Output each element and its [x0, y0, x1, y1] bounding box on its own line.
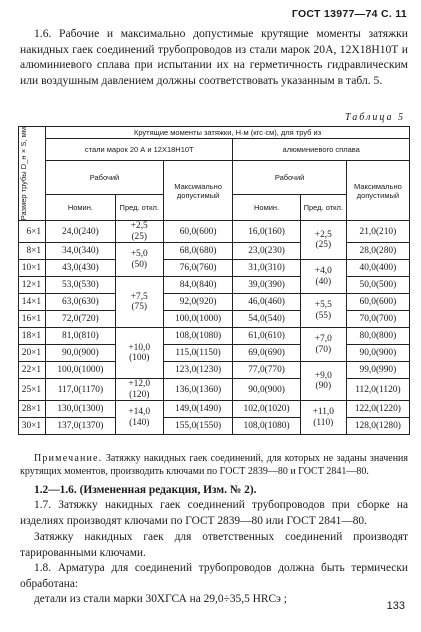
- cell-steel-tolerance: +14,0 (140): [115, 401, 163, 435]
- amendment-line: 1.2—1.6. (Измененная редакция, Изм. № 2).: [34, 484, 257, 496]
- cell-alu-max: 122,0(1220): [346, 401, 409, 418]
- cell-alu-max: 28,0(280): [346, 243, 409, 260]
- cell-alu-nominal: 54,0(540): [233, 311, 300, 328]
- cell-steel-max: 149,0(1490): [163, 401, 233, 418]
- cell-steel-nominal: 43,0(430): [46, 260, 116, 277]
- steel-header: стали марок 20 А и 12Х18Н10Т: [46, 139, 233, 161]
- cell-size: 14×1: [19, 294, 46, 311]
- paragraph-1-7b: Затяжку накидных гаек для ответственных соединений производят тарированными ключами.: [20, 531, 408, 559]
- cell-alu-nominal: 46,0(460): [233, 294, 300, 311]
- cell-steel-max: 136,0(1360): [163, 379, 233, 401]
- table-row: [19, 418, 410, 435]
- page-number: 133: [386, 600, 405, 612]
- page-header: ГОСТ 13977—74 С. 11: [291, 8, 407, 20]
- cell-steel-max: 108,0(1080): [163, 328, 233, 345]
- cell-steel-nominal: 117,0(1170): [46, 379, 116, 401]
- cell-size: 16×1: [19, 311, 46, 328]
- note-text: Затяжку накидных гаек соединений, для которых не заданы значения крутящих моментов, производить ключами по ГОСТ 2839—80 и ГОСТ 2841—80.: [20, 453, 409, 477]
- cell-size: 10×1: [19, 260, 46, 277]
- cell-steel-max: 84,0(840): [163, 277, 233, 294]
- cell-alu-tolerance: +11,0 (110): [300, 401, 346, 435]
- cell-steel-tolerance: +2,5 (25): [115, 221, 163, 243]
- table-row: [19, 328, 410, 345]
- cell-steel-nominal: 137,0(1370): [46, 418, 116, 435]
- cell-alu-max: 112,0(1120): [346, 379, 409, 401]
- paragraph-1-6: 1.6. Рабочие и максимально допустимые крутящие моменты затяжки накидных гаек соединений трубопроводов из стали марок 20А, 12Х18Н10Т и алюминиевого сплава при испытании их на герметичность гидравлическим или воздушным давлением должны соответствовать указанным в табл. 5.: [20, 27, 408, 87]
- note-label: Примечание.: [34, 453, 103, 464]
- cell-size: 20×1: [19, 345, 46, 362]
- cell-alu-max: 90,0(900): [346, 345, 409, 362]
- cell-steel-max: 60,0(600): [163, 221, 233, 243]
- cell-steel-nominal: 90,0(900): [46, 345, 116, 362]
- table-row: [19, 243, 410, 260]
- table-row: [19, 345, 410, 362]
- table-row: [19, 294, 410, 311]
- alu-tolerance-header: Пред. откл.: [300, 195, 346, 221]
- cell-alu-nominal: 16,0(160): [233, 221, 300, 243]
- cell-alu-tolerance: +7,0 (70): [300, 328, 346, 362]
- cell-steel-max: 92,0(920): [163, 294, 233, 311]
- table-row: [19, 221, 410, 243]
- alu-working-header: Рабочий: [233, 161, 346, 195]
- cell-steel-nominal: 24,0(240): [46, 221, 116, 243]
- cell-steel-max: 68,0(680): [163, 243, 233, 260]
- steel-max-header: Максимально допустимый: [163, 161, 233, 221]
- cell-alu-nominal: 61,0(610): [233, 328, 300, 345]
- size-header: Размер трубы D_н×S, мм: [19, 127, 46, 221]
- cell-steel-tolerance: +5,0 (50): [115, 243, 163, 277]
- cell-size: 25×1: [19, 379, 46, 401]
- cell-alu-nominal: 77,0(770): [233, 362, 300, 379]
- table-row: [19, 379, 410, 401]
- cell-size: 22×1: [19, 362, 46, 379]
- alu-nominal-header: Номин.: [233, 195, 300, 221]
- alu-max-header: Максимально допустимый: [346, 161, 409, 221]
- cell-alu-max: 128,0(1280): [346, 418, 409, 435]
- cell-alu-tolerance: +9,0 (90): [300, 362, 346, 401]
- cell-alu-nominal: 39,0(390): [233, 277, 300, 294]
- group-header: Крутящие моменты затяжки, Н·м (кгс·см), для труб из: [46, 127, 410, 139]
- cell-steel-nominal: 130,0(1300): [46, 401, 116, 418]
- cell-size: 30×1: [19, 418, 46, 435]
- cell-alu-nominal: 69,0(690): [233, 345, 300, 362]
- cell-size: 8×1: [19, 243, 46, 260]
- cell-alu-max: 60,0(600): [346, 294, 409, 311]
- cell-alu-max: 80,0(800): [346, 328, 409, 345]
- torque-table: [18, 126, 410, 435]
- steel-tolerance-header: Пред. откл.: [115, 195, 163, 221]
- table-note: [20, 452, 408, 478]
- cell-alu-nominal: 108,0(1080): [233, 418, 300, 435]
- cell-steel-nominal: 34,0(340): [46, 243, 116, 260]
- cell-alu-max: 40,0(400): [346, 260, 409, 277]
- cell-alu-max: 21,0(210): [346, 221, 409, 243]
- cell-size: 6×1: [19, 221, 46, 243]
- cell-steel-tolerance: +10,0 (100): [115, 328, 163, 379]
- cell-steel-nominal: 81,0(810): [46, 328, 116, 345]
- cell-steel-max: 155,0(1550): [163, 418, 233, 435]
- cell-steel-max: 76,0(760): [163, 260, 233, 277]
- cell-steel-nominal: 63,0(630): [46, 294, 116, 311]
- cell-size: 28×1: [19, 401, 46, 418]
- cell-alu-max: 99,0(990): [346, 362, 409, 379]
- cell-alu-nominal: 90,0(900): [233, 379, 300, 401]
- paragraph-1-8: 1.8. Арматура для соединений трубопроводов должна быть термически обработана:: [20, 562, 408, 590]
- cell-steel-max: 115,0(1150): [163, 345, 233, 362]
- cell-alu-max: 70,0(700): [346, 311, 409, 328]
- cell-steel-nominal: 72,0(720): [46, 311, 116, 328]
- steel-nominal-header: Номин.: [46, 195, 116, 221]
- cell-alu-nominal: 31,0(310): [233, 260, 300, 277]
- alu-header: алюминиевого сплава: [233, 139, 410, 161]
- steel-working-header: Рабочий: [46, 161, 164, 195]
- cell-alu-tolerance: +4,0 (40): [300, 260, 346, 294]
- cell-steel-tolerance: +12,0 (120): [115, 379, 163, 401]
- cell-size: 18×1: [19, 328, 46, 345]
- cell-alu-max: 50,0(500): [346, 277, 409, 294]
- paragraph-1-8a: детали из стали марки 30ХГСА на 29,0÷35,5 HRCэ ;: [34, 593, 287, 605]
- cell-alu-nominal: 23,0(230): [233, 243, 300, 260]
- paragraph-1-7: 1.7. Затяжку накидных гаек соединений трубопроводов при сборке на изделиях производят ключами по ГОСТ 2839—80 или ГОСТ 2841—80.: [20, 499, 408, 527]
- table-row: [19, 277, 410, 294]
- cell-steel-max: 100,0(1000): [163, 311, 233, 328]
- cell-size: 12×1: [19, 277, 46, 294]
- cell-alu-nominal: 102,0(1020): [233, 401, 300, 418]
- table-row: [19, 311, 410, 328]
- cell-steel-tolerance: +7,5 (75): [115, 277, 163, 328]
- cell-alu-tolerance: +5,5 (55): [300, 294, 346, 328]
- table-row: [19, 260, 410, 277]
- table-row: [19, 362, 410, 379]
- cell-alu-tolerance: +2,5 (25): [300, 221, 346, 260]
- cell-steel-nominal: 53,0(530): [46, 277, 116, 294]
- cell-steel-max: 123,0(1230): [163, 362, 233, 379]
- table-caption: Таблица 5: [345, 112, 405, 123]
- table-row: [19, 401, 410, 418]
- cell-steel-nominal: 100,0(1000): [46, 362, 116, 379]
